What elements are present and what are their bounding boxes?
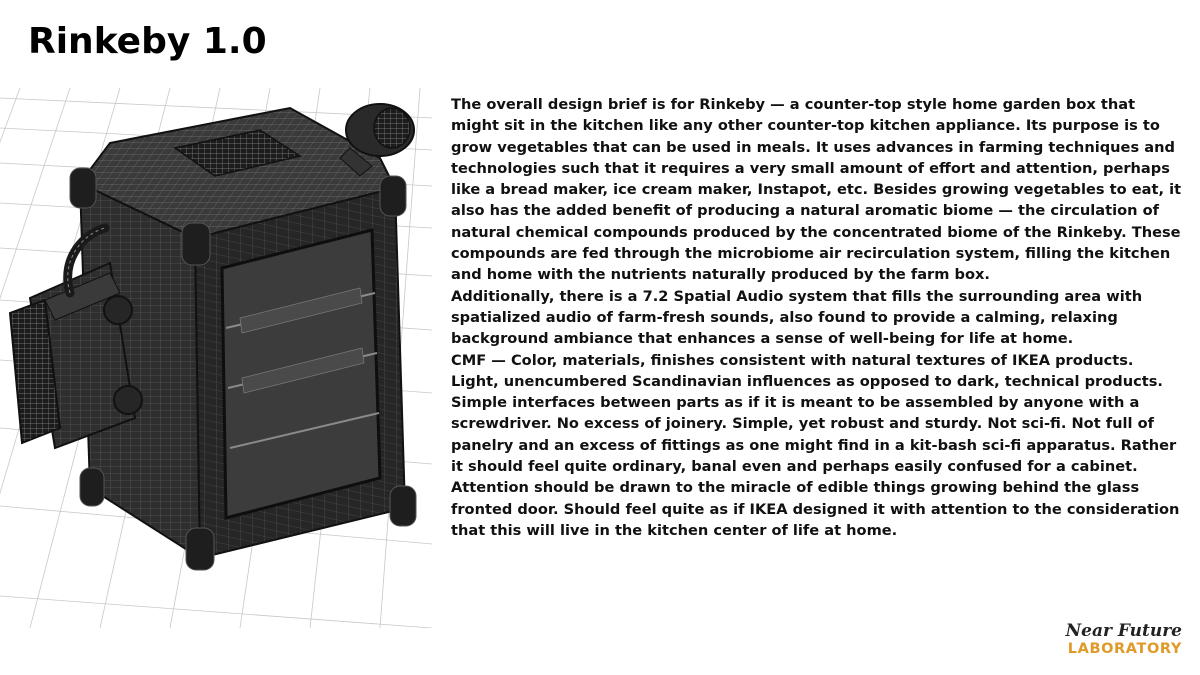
near-future-laboratory-logo: [1066, 622, 1182, 658]
brief-paragraph: Additionally, there is a 7.2 Spatial Audio system that fills the surrounding area with spatialized audio of farm-fresh sounds, also found to provide a calming, relaxing background ambiance that enhances a sense of well-being for life at home.: [451, 287, 1143, 348]
logo-line1: Near Future: [1065, 621, 1182, 641]
brief-paragraph: CMF — Color, materials, finishes consistent with natural textures of IKEA products. Light, unencumbered Scandinavian influences as opposed to dark, technical products. Simple interfaces between parts as if it is meant to be assembled by anyone with a screwdriver. No excess of joinery. Simple, yet robust and sturdy. Not sci-fi. Not full of panelry and an excess of fittings as one might find in a kit-bash sci-fi apparatus. Rather it should feel quite ordinary, banal even and perhaps easily confused for a cabinet. Attention should be drawn to the miracle of edible things growing behind the glass fronted door. Should feel quite as if IKEA designed it with attention to the consideration that this will live in the kitchen center of life at home.: [451, 351, 1180, 539]
design-brief: [451, 94, 1183, 541]
logo-line2: LABORATORY: [1067, 641, 1182, 657]
brief-paragraph: The overall design brief is for Rinkeby — a counter-top style home garden box that might sit in the kitchen like any other counter-top kitchen appliance. Its purpose is to grow vegetables that can be used in meals. It uses advances in farming techniques and technologies such that it requires a very small amount of effort and attention, perhaps like a bread maker, ice cream maker, Instapot, etc. Besides growing vegetables to eat, it also has the added benefit of producing a natural aromatic biome — the circulation of natural chemical compounds produced by the concentrated biome of the Rinkeby. These compounds are fed through the microbiome air recirculation system, filling the kitchen and home with the nutrients naturally produced by the farm box.: [451, 96, 1182, 284]
slide-title: Rinkeby 1.0: [28, 21, 267, 62]
wireframe-render: [0, 88, 432, 628]
